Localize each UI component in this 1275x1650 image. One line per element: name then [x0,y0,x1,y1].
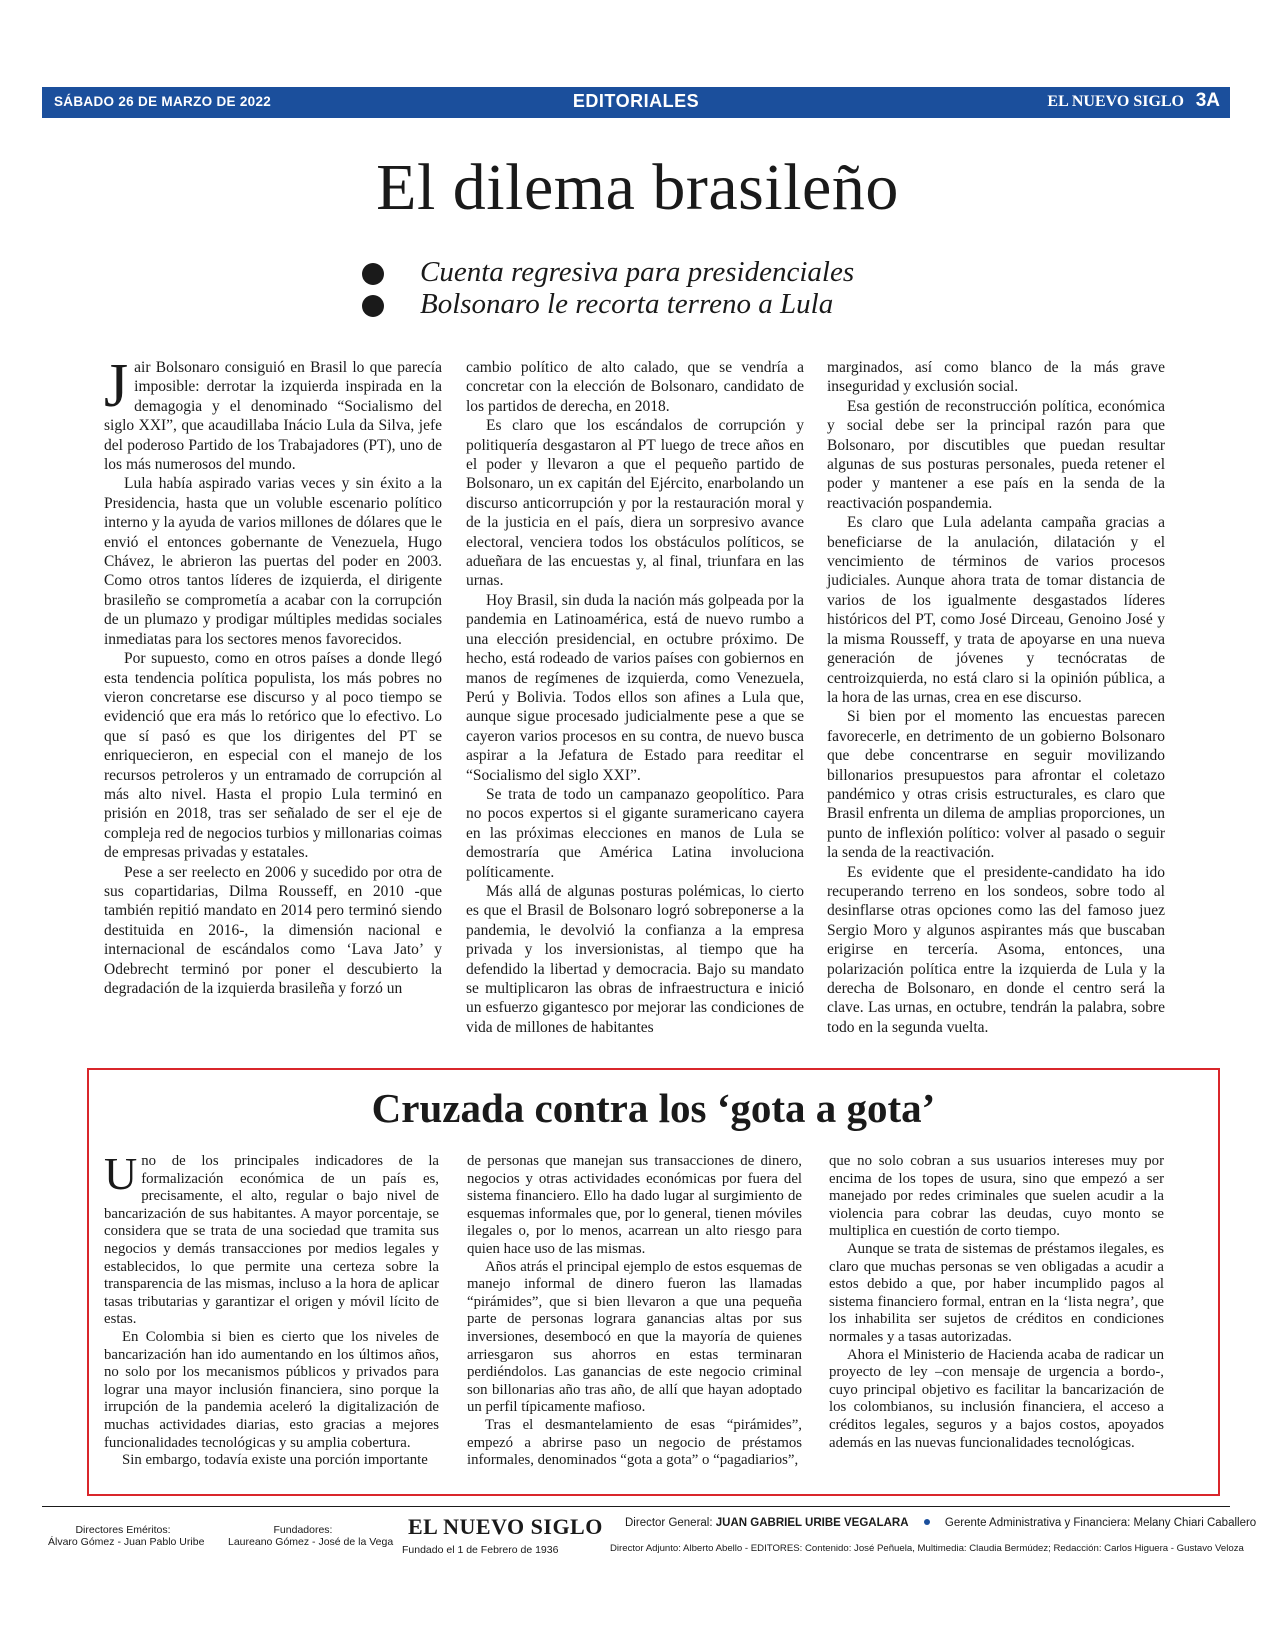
boxed-paragraph: Aunque se trata de sistemas de préstamos ilegales, es claro que muchas personas se ven obligadas a acudir a estos debido a que, por haber incumplido pagos al sistema financiero formal, entran en la ‘lista negra’, que los inhabilita ser sujetos de créditos en condiciones normales y a tasas autorizadas. [829,1240,1164,1345]
boxed-column-1 [104,1148,439,1470]
footer-logo: EL NUEVO SIGLO [408,1514,603,1539]
editorial-paragraph: Hoy Brasil, sin duda la nación más golpeada por la pandemia en Latinoamérica, está de nuevo rumbo a una elección presidencial, en octubre próximo. De hecho, está rodeado de varios países con gobiernos en manos de regímenes de izquierda, como Venezuela, Perú y Bolivia. Todos ellos son afines a Lula que, aunque sigue procesado judicialmente pese a que se cayeron varios procesos en su contra, de nuevo busca aspirar a la Jefatura de Estado para reeditar el “Socialismo del siglo XXI”. [466,591,804,784]
boxed-column-3 [829,1153,1164,1452]
boxed-paragraph: En Colombia si bien es cierto que los niveles de bancarización han ido aumentando en los últimos años, no solo por los mecanismos públicos y privados para lograr una mayor inclusión financiera, sino porque la irrupción de la pandemia aceleró la digitalización de muchas actividades diarias, esto gracias a mejores funcionalidades tecnológicas y su amplia cobertura. [104,1328,439,1451]
editorial-paragraph: Jair Bolsonaro consiguió en Brasil lo que parecía imposible: derrotar la izquierda inspirada en la demagogia y el denominado “Socialismo del siglo XXI”, que acaudillaba Inácio Lula da Silva, jefe del poderoso Partido de los Trabajadores (PT), uno de los más numerosos del mundo. [104,352,442,474]
editorial-paragraph: Lula había aspirado varias veces y sin éxito a la Presidencia, hasta que un voluble escenario político interno y la ayuda de varios millones de dólares que le envió el entonces gobernante de Venezuela, Hugo Chávez, le abrieron las puertas del poder en 2003. Como otros tantos líderes de izquierda, el dirigente brasileño se comprometía a acabar con la corrupción de un plumazo y prodigar múltiples medidas sociales inmediatas para los sectores menos favorecidos. [104,475,442,648]
bullet-text: Cuenta regresiva para presidenciales [420,256,855,288]
footer-founded: Fundado el 1 de Febrero de 1936 [402,1544,559,1556]
editorial-paragraph: Esa gestión de reconstrucción política, económica y social debe ser la principal razón para que Bolsonaro, por discutibles que puedan resultar algunas de sus posturas personales, pueda retener el poder y mantener a ese país en la senda de la reactivación pospandemia. [827,397,1165,512]
fundadores-label: Fundadores: [273,1524,333,1536]
boxed-column-2 [467,1153,802,1470]
gerente-name: Melany Chiari Caballero [1133,1517,1257,1529]
bullet-text: Bolsonaro le recorta terreno a Lula [420,288,834,320]
editorial-column-1 [104,352,442,998]
editorial-paragraph: Si bien por el momento las encuestas parecen favorecerle, en detrimento de un gobierno Bolsonaro que debe concentrarse en seguir movilizando billonarios presupuestos para afrontar el coletazo pandémico y otras crisis estructurales, es claro que Brasil enfrenta un dilema de amplias proporciones, un punto de inflexión político: volver al pasado o seguir la senda de la reactivación. [827,708,1165,862]
boxed-editorial-title: Cruzada contra los ‘gota a gota’ [371,1085,936,1131]
boxed-paragraph: que no solo cobran a sus usuarios intereses muy por encima de los topes de usura, sino que empezó a ser manejado por redes criminales que suelen acudir a la violencia para cobrar las deudas, cuyo monto se multiplica en cuestión de corto tiempo. [829,1153,1164,1240]
editorial-paragraph: cambio político de alto calado, que se vendría a concretar con la elección de Bolsonaro, candidato de los partidos de derecha, en 2018. [466,359,804,415]
separator-dot-icon [924,1519,930,1525]
directores-label: Directores Eméritos: [75,1524,171,1536]
boxed-paragraph: Años atrás el principal ejemplo de estos esquemas de manejo informal de dinero fueron las llamadas “pirámides”, que si bien llevaron a que una pequeña parte de personas lograra ganancias altas por sus inversiones, desembocó en que la mayoría de quienes arriesgaron sus ahorros en estas terminaran perdiéndolos. Las ganancias de este negocio criminal son billonarias año tras año, de allí que hayan adoptado un perfil típicamente mafioso. [467,1258,802,1416]
boxed-paragraph: Uno de los principales indicadores de la formalización económica de un país es, precisamente, el alto, regular o bajo nivel de bancarización de sus habitantes. A mayor porcentaje, se considera que se trata de una sociedad que tramita sus negocios y demás transacciones por medios legales y establecidos, lo que permite una certeza sobre la transparencia de las mismas, incluso a la hora de aplicar tasas tributarias y garantizar el origen y móvil lícito de estas. [104,1148,439,1328]
editorial-paragraph: Por supuesto, como en otros países a donde llegó esta tendencia política populista, los más pobres no vieron concretarse ese discurso y al poco tiempo se evidenció que era más lo retórico que lo efectivo. Lo que sí pasó es que los dirigentes del PT se enriquecieron, en especial con el manejo de los recursos petroleros y un entramado de corrupción al más alto nivel. Hasta el propio Lula terminó en prisión en 2018, tras ser señalado de ser el eje de compleja red de negocios turbios y millonarias coimas de empresas privadas y estatales. [104,650,442,862]
editorial-paragraph: Es evidente que el presidente-candidato ha ido recuperando terreno en los sondeos, sobre todo al desinflarse otras opciones como las del famoso juez Sergio Moro y algunos aspirantes más que buscaban erigirse en tercería. Asoma, entonces, una polarización política entre la izquierda de Lula y la derecha de Bolsonaro, en donde el centro será la clave. Las urnas, en octubre, tendrán la palabra, sobre todo en la segunda vuelta. [827,863,1165,1036]
editorial-title: El dilema brasileño [376,151,899,224]
header-date: SÁBADO 26 DE MARZO DE 2022 [54,94,272,109]
boxed-paragraph: Sin embargo, todavía existe una porción importante [122,1452,428,1469]
director-general-name: JUAN GABRIEL URIBE VEGALARA [715,1517,909,1529]
boxed-paragraph: Tras el desmantelamiento de esas “pirámides”, empezó a abrirse paso un negocio de préstamos informales, denominados “gota a gota” o “pagadiarios”, [467,1416,802,1469]
editorial-column-3 [827,358,1165,1037]
editorial-paragraph: Más allá de algunas posturas polémicas, lo cierto es que el Brasil de Bolsonaro logró sobreponerse a la pandemia, le devolvió la confianza a la empresa privada y los inversionistas, al tiempo que ha defendido la libertad y democracia. Bajo su mandato se multiplicaron las obras de infraestructura e inició un esfuerzo gigantesco por mejorar las condiciones de vida de millones de habitantes [466,882,804,1036]
header-logo: EL NUEVO SIGLO [1047,93,1184,110]
boxed-editorial [87,1068,1220,1496]
drop-cap: J [104,352,129,420]
boxed-paragraph: de personas que manejan sus transacciones de dinero, negocios y otras actividades económicas por fuera del sistema financiero. Ello ha dado lugar al surgimiento de esquemas informales que, por lo general, tienen móviles ilegales o, por lo menos, acarrean un alto riesgo para quien hace uso de las mismas. [467,1153,802,1257]
editorial-paragraph: Es claro que los escándalos de corrupción y politiquería desgastaron al PT luego de trece años en el poder y llevaron a que el pequeño partido de Bolsonaro, un ex capitán del Ejército, enarbolando un discurso anticorrupción y por la restauración moral y de la justicia en el país, diera un sorpresivo avance electoral, venciera todos los obstáculos políticos, se adueñara de las encuestas y, al final, triunfara en las urnas. [466,417,804,590]
editorial-column-2 [466,358,804,1037]
gerente-label: Gerente Administrativa y Financiera: [944,1517,1131,1529]
editorial-paragraph: Se trata de todo un campanazo geopolítico. Para no pocos expertos si el gigante suramericano cayera en las próximas elecciones en manos de Lula se demostraría que América Latina involuciona políticamente. [466,785,804,881]
editorial-paragraph: marginados, así como blanco de la más grave inseguridad y exclusión social. [827,359,1165,396]
footer-fundadores [228,1524,394,1548]
footer-directores [48,1524,205,1548]
director-general-label: Director General: [625,1517,713,1529]
footer-staff: Director Adjunto: Alberto Abello - EDITORES: Contenido: José Peñuela, Multimedia: Claudia Bermúdez; Redacción: Carlos Higuera - Gustavo Veloza [610,1543,1244,1554]
drop-cap: U [104,1148,138,1199]
page-number: 3A [1195,90,1220,111]
section-title: EDITORIALES [572,91,700,111]
fundadores-names: Laureano Gómez - José de la Vega [228,1536,394,1548]
editorial-paragraph: Pese a ser reelecto en 2006 y sucedido por otra de sus copartidarias, Dilma Rousseff, en 2010 -que también repitió mandato en 2014 pero terminó siendo destituida en 2016-, la dimensión nacional e internacional de escándalos como ‘Lava Jato’ y Odebrecht terminó por poner el descubierto la degradación de la izquierda brasileña y forzó un [104,863,442,997]
footer-divider [42,1506,1230,1507]
footer-management [625,1517,1256,1529]
header-bar [42,87,1230,118]
boxed-paragraph: Ahora el Ministerio de Hacienda acaba de radicar un proyecto de ley –con mensaje de urgencia a bordo-, cuyo principal objetivo es facilitar la bancarización de los colombianos, su inclusión financiera, el acceso a créditos legales, seguros y a bajos costos, apoyados además en las nuevas funcionalidades tecnológicas. [829,1346,1164,1451]
bullet-dot-icon [362,295,384,317]
directores-names: Álvaro Gómez - Juan Pablo Uribe [48,1536,205,1548]
editorial-paragraph: Es claro que Lula adelanta campaña gracias a beneficiarse de la anulación, dilatación y el vencimiento de términos de varios procesos judiciales. Aunque ahora trata de tomar distancia de varios de los igualmente desgastados líderes históricos del PT, como José Dirceau, Genoino José y la misma Rousseff, y trata de apoyarse en una nueva generación de jóvenes y tecnócratas de centroizquierda, no está claro si la opinión pública, a la hora de las urnas, crea en ese discurso. [827,514,1165,706]
bullet-dot-icon [362,263,384,285]
